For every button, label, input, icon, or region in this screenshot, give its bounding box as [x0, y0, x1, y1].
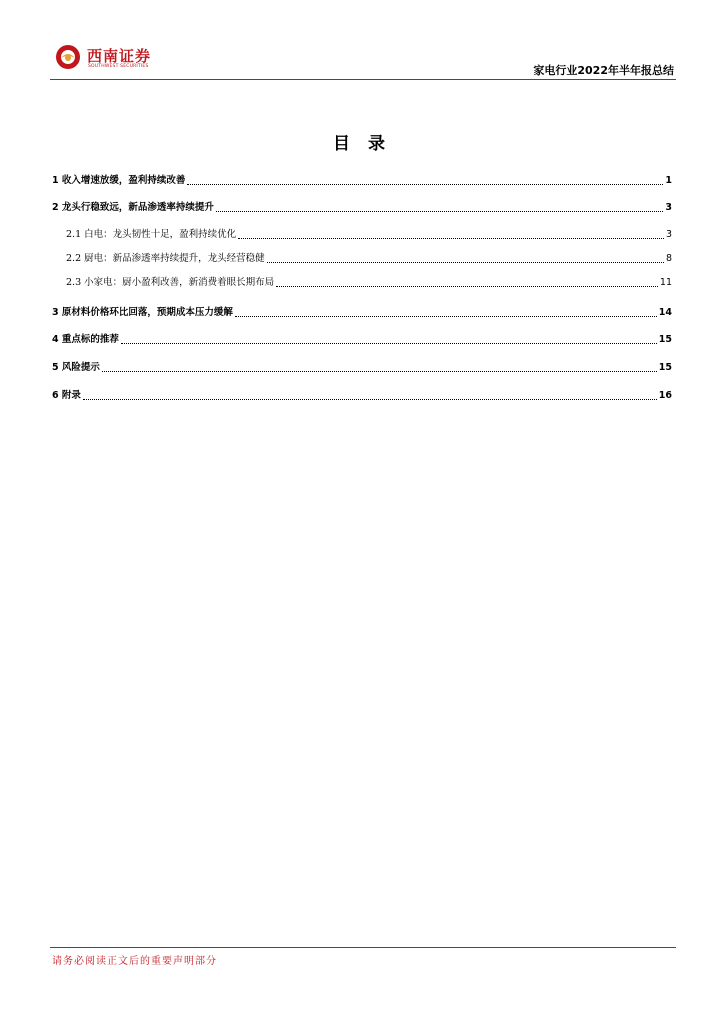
toc-entry[interactable] — [52, 172, 672, 188]
toc-leader-dots — [216, 211, 663, 212]
toc-entry[interactable] — [66, 274, 672, 290]
toc-entry[interactable] — [52, 331, 672, 347]
brand-logo-icon — [55, 44, 81, 70]
toc-entry[interactable] — [52, 359, 672, 375]
toc-leader-dots — [267, 262, 664, 263]
brand-name-en: SOUTHWEST SECURITIES — [88, 64, 149, 69]
toc-entry[interactable] — [52, 199, 672, 215]
toc-leader-dots — [276, 286, 658, 287]
toc-entry-label: 1 收入增速放缓，盈利持续改善 — [52, 175, 186, 186]
toc-leader-dots — [238, 238, 664, 239]
toc-leader-dots — [235, 316, 657, 317]
toc-leader-dots — [187, 184, 663, 185]
report-title: 家电行业2022年半年报总结 — [533, 64, 674, 77]
toc-entry-label: 2.3 小家电：厨小盈利改善，新消费着眼长期布局 — [66, 277, 275, 288]
toc-entry-page: 15 — [658, 362, 672, 373]
toc-entry-label: 3 原材料价格环比回落，预期成本压力缓解 — [52, 307, 233, 318]
toc-leader-dots — [102, 371, 657, 372]
footer-disclaimer: 请务必阅读正文后的重要声明部分 — [52, 956, 217, 967]
toc-entry-page: 3 — [665, 229, 672, 240]
toc-entry-label: 4 重点标的推荐 — [52, 334, 119, 345]
toc-entry-label: 2 龙头行稳致远，新品渗透率持续提升 — [52, 202, 214, 213]
toc-entry-page: 16 — [658, 390, 672, 401]
footer-divider — [50, 947, 676, 948]
toc-entry-label: 6 附录 — [52, 390, 81, 401]
toc-entry-page: 15 — [658, 334, 672, 345]
brand-logo — [55, 44, 205, 74]
toc-entry-page: 1 — [665, 175, 672, 186]
toc-entry[interactable] — [52, 304, 672, 320]
toc-entry-label: 2.2 厨电：新品渗透率持续提升，龙头经营稳健 — [66, 253, 265, 264]
toc-entry-label: 5 风险提示 — [52, 362, 100, 373]
toc-entry-page: 11 — [659, 277, 672, 288]
brand-name-cn: 西南证券 — [87, 47, 152, 65]
toc-entry-label: 2.1 白电：龙头韧性十足，盈利持续优化 — [66, 229, 237, 240]
header-divider — [50, 79, 676, 80]
toc-leader-dots — [121, 343, 657, 344]
toc-entry[interactable] — [52, 387, 672, 403]
page-header — [50, 40, 676, 80]
toc-entry[interactable] — [66, 250, 672, 266]
toc-entry[interactable] — [66, 226, 672, 242]
toc-entry-page: 8 — [665, 253, 672, 264]
toc-title: 目 录 — [333, 134, 391, 154]
toc-entry-page: 14 — [658, 307, 672, 318]
toc-entry-page: 3 — [665, 202, 672, 213]
toc-leader-dots — [83, 399, 657, 400]
